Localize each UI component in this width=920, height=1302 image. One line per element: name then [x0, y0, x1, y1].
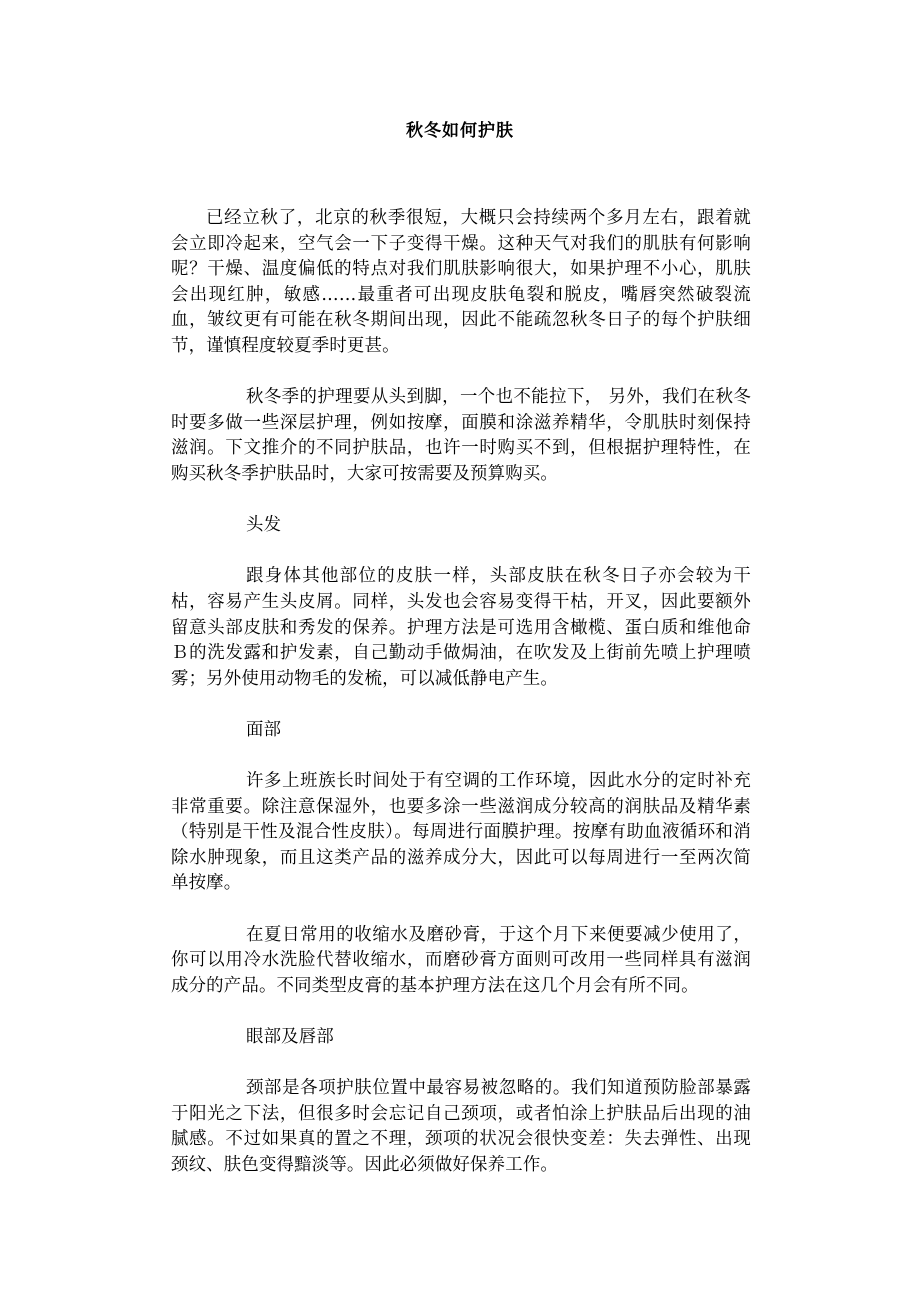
- document-body: [171, 206, 751, 1179]
- section-heading-eyes-lips: 眼部及唇部: [246, 1027, 334, 1047]
- paragraph-face-2: 在夏日常用的收缩水及磨砂膏，于这个月下来便要减少使用了，你可以用冷水洗脸代替收缩水，而磨砂膏方面则可改用一些同样具有滋润成分的产品。不同类型皮膏的基本护理方法在这几个月会有所不同。: [171, 924, 751, 996]
- section-heading-hair: 头发: [246, 515, 282, 536]
- paragraph-neck: 颈部是各项护肤位置中最容易被忽略的。我们知道预防脸部暴露于阳光之下法，但很多时会忘记自己颈项，或者怕涂上护肤品后出现的油腻感。不过如果真的置之不理，颈项的状况会很快变差：失去弹性、出现颈纹、肤色变得黯淡等。因此必须做好保养工作。: [171, 1078, 751, 1175]
- document-title: 秋冬如何护肤: [406, 121, 514, 141]
- paragraph-face-1: 许多上班族长时间处于有空调的工作环境，因此水分的定时补充非常重要。除注意保湿外，也要多涂一些滋润成分较高的润肤品及精华素（特别是干性及混合性皮肤）。每周进行面膜护理。按摩有助血液循环和消除水肿现象，而且这类产品的滋养成分大，因此可以每周进行一至两次简单按摩。: [171, 771, 751, 894]
- paragraph-hair: 跟身体其他部位的皮肤一样，头部皮肤在秋冬日子亦会较为干枯，容易产生头皮屑。同样，头发也会容易变得干枯，开叉，因此要额外留意头部皮肤和秀发的保养。护理方法是可选用含橄榄、蛋白质和维他命Ｂ的洗发露和护发素，自己勤动手做焗油，在吹发及上街前先喷上护理喷雾；另外使用动物毛的发梳，可以减低静电产生。: [171, 566, 751, 689]
- paragraph-care-overview: 秋冬季的护理要从头到脚，一个也不能拉下， 另外，我们在秋冬时要多做一些深层护理，例如按摩，面膜和涂滋养精华，令肌肤时刻保持滋润。下文推介的不同护肤品，也许一时购买不到，但根据护理特性，在购买秋冬季护肤品时，大家可按需要及预算购买。: [171, 387, 751, 484]
- paragraph-intro: 已经立秋了，北京的秋季很短，大概只会持续两个多月左右，跟着就会立即冷起来，空气会一下子变得干燥。这种天气对我们的肌肤有何影响呢？干燥、温度偏低的特点对我们肌肤影响很大，如果护理不小心，肌肤会出现红肿，敏感……最重者可出现皮肤龟裂和脱皮，嘴唇突然破裂流血，皱纹更有可能在秋冬期间出现，因此不能疏忽秋冬日子的每个护肤细节，谨慎程度较夏季时更甚。: [171, 208, 751, 356]
- section-heading-face: 面部: [246, 719, 282, 740]
